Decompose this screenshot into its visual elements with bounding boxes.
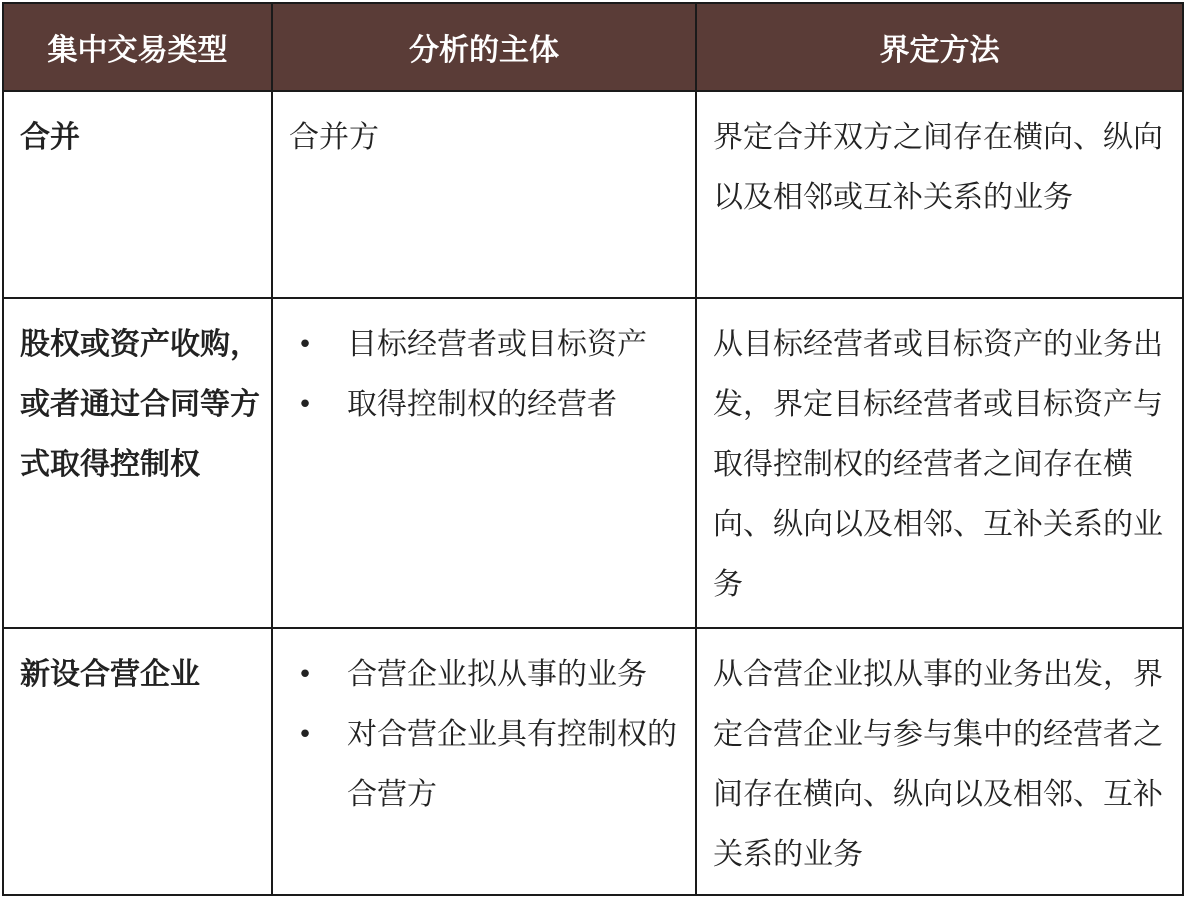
- type-cell: [3, 91, 272, 298]
- list-item-text: 目标经营者或目标资产: [347, 326, 647, 362]
- list-item: [289, 375, 687, 435]
- transaction-type-label: 新设合营企业: [20, 657, 200, 693]
- bullet-icon: •: [297, 389, 313, 420]
- subject-list: [289, 315, 687, 435]
- subject-list: [289, 645, 687, 825]
- subject-cell: [272, 91, 696, 298]
- bullet-icon: •: [297, 720, 313, 751]
- concentration-analysis-table: [2, 2, 1184, 896]
- header-analysis-subject: 分析的主体: [272, 3, 696, 91]
- method-cell: [696, 298, 1183, 629]
- method-text: 从目标经营者或目标资产的业务出发，界定目标经营者或目标资产与取得控制权的经营者之间存在横向、纵向以及相邻、互补关系的业务: [713, 326, 1163, 602]
- transaction-type-label: 合并: [20, 120, 80, 155]
- table-row: [3, 628, 1183, 895]
- header-definition-method: 界定方法: [696, 3, 1183, 91]
- table-row: [3, 298, 1183, 629]
- type-cell: [3, 298, 272, 629]
- list-item-text: 合营企业拟从事的业务: [347, 657, 647, 693]
- list-item: [289, 705, 687, 825]
- bullet-icon: •: [297, 329, 313, 360]
- type-cell: [3, 628, 272, 895]
- method-text: 从合营企业拟从事的业务出发，界定合营企业与参与集中的经营者之间存在横向、纵向以及相邻、互补关系的业务: [713, 657, 1163, 873]
- list-item: [289, 645, 687, 705]
- subject-text: 合并方: [289, 120, 379, 155]
- list-item: [289, 315, 687, 375]
- list-item-text: 取得控制权的经营者: [347, 386, 617, 422]
- table-header-row: [3, 3, 1183, 91]
- list-item-text: 对合营企业具有控制权的合营方: [347, 717, 677, 813]
- bullet-icon: •: [297, 660, 313, 691]
- transaction-type-label: 股权或资产收购，或者通过合同等方式取得控制权: [20, 326, 260, 482]
- method-cell: [696, 628, 1183, 895]
- table-row: [3, 91, 1183, 298]
- method-text: 界定合并双方之间存在横向、纵向以及相邻或互补关系的业务: [713, 120, 1163, 215]
- header-transaction-type: 集中交易类型: [3, 3, 272, 91]
- subject-cell: [272, 298, 696, 629]
- method-cell: [696, 91, 1183, 298]
- subject-cell: [272, 628, 696, 895]
